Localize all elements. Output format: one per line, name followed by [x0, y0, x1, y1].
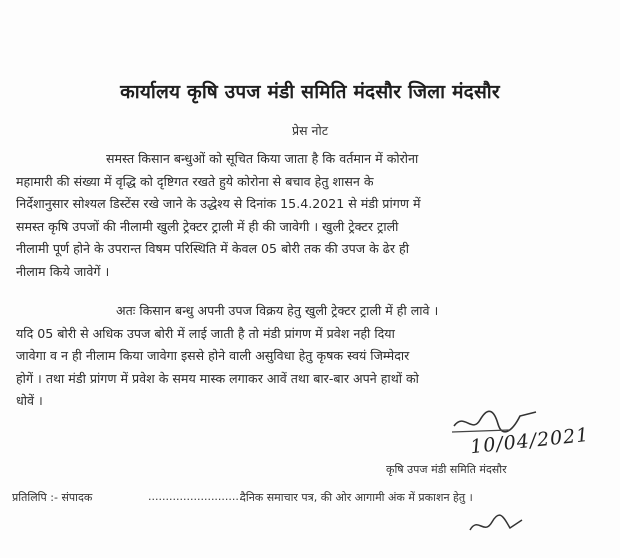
paragraph-instructions: [16, 300, 606, 413]
copy-to-text: दैनिक समाचार पत्र, की ओर आगामी अंक में प्रकाशन हेतु ।: [240, 491, 473, 504]
paragraph-line: समस्त किसान बन्धुओं को सूचित किया जाता है कि वर्तमान में कोरोना: [106, 151, 419, 166]
paragraph-line: महामारी की संख्या में वृद्धि को दृष्टिगत रखते हुये कोरोना से बचाव हेतु शासन के: [16, 173, 374, 189]
press-note-heading: प्रेस नोट: [291, 123, 328, 138]
copy-to-label: प्रतिलिपि :- संपादक: [12, 491, 93, 504]
initials-mark: [466, 512, 526, 538]
paragraph-line: नीलामी पूर्ण होने के उपरान्त विषम परिस्थिति में केवल 05 बोरी तक की उपज के ढेर ही: [16, 241, 410, 256]
paragraph-line: नीलाम किये जावेगें ।: [16, 263, 110, 279]
signature-date: 10/04/2021: [469, 423, 591, 459]
paragraph-notice: [16, 148, 606, 283]
paragraph-line: धोवें ।: [16, 393, 43, 408]
copy-to-dots: ...........................: [148, 490, 243, 503]
paragraph-line: अतः किसान बन्धु अपनी उपज विक्रय हेतु खुली ट्रेक्टर ट्राली में ही लावे ।: [116, 303, 439, 318]
paragraph-line: होगें । तथा मंडी प्रांगण में प्रवेश के समय मास्क लगाकर आवें तथा बार-बार अपने हाथों को: [16, 370, 419, 386]
paragraph-line: यदि 05 बोरी से अधिक उपज बोरी में लाई जाती है तो मंडी प्रांगण में प्रवेश नही दिया: [16, 325, 395, 341]
signature-caption: कृषि उपज मंडी समिति मंदसौर: [386, 463, 507, 476]
paragraph-line: निर्देशानुसार सोश्यल डिस्टेंस रखे जाने के उद्धेश्य से दिनांक 15.4.2021 से मंडी प्रांगण में: [16, 196, 421, 211]
paragraph-line: समस्त कृषि उपजों की नीलामी खुली ट्रेक्टर ट्राली में ही की जावेगी । खुली ट्रेक्टर ट्राली: [16, 218, 399, 234]
office-title: कार्यालय कृषि उपज मंडी समिति मंदसौर जिला मंदसौर: [120, 81, 500, 103]
paragraph-line: जावेगा व न ही नीलाम किया जावेगा इससे होने वाली असुविधा हेतु कृषक स्वयं जिम्मेदार: [16, 348, 410, 363]
